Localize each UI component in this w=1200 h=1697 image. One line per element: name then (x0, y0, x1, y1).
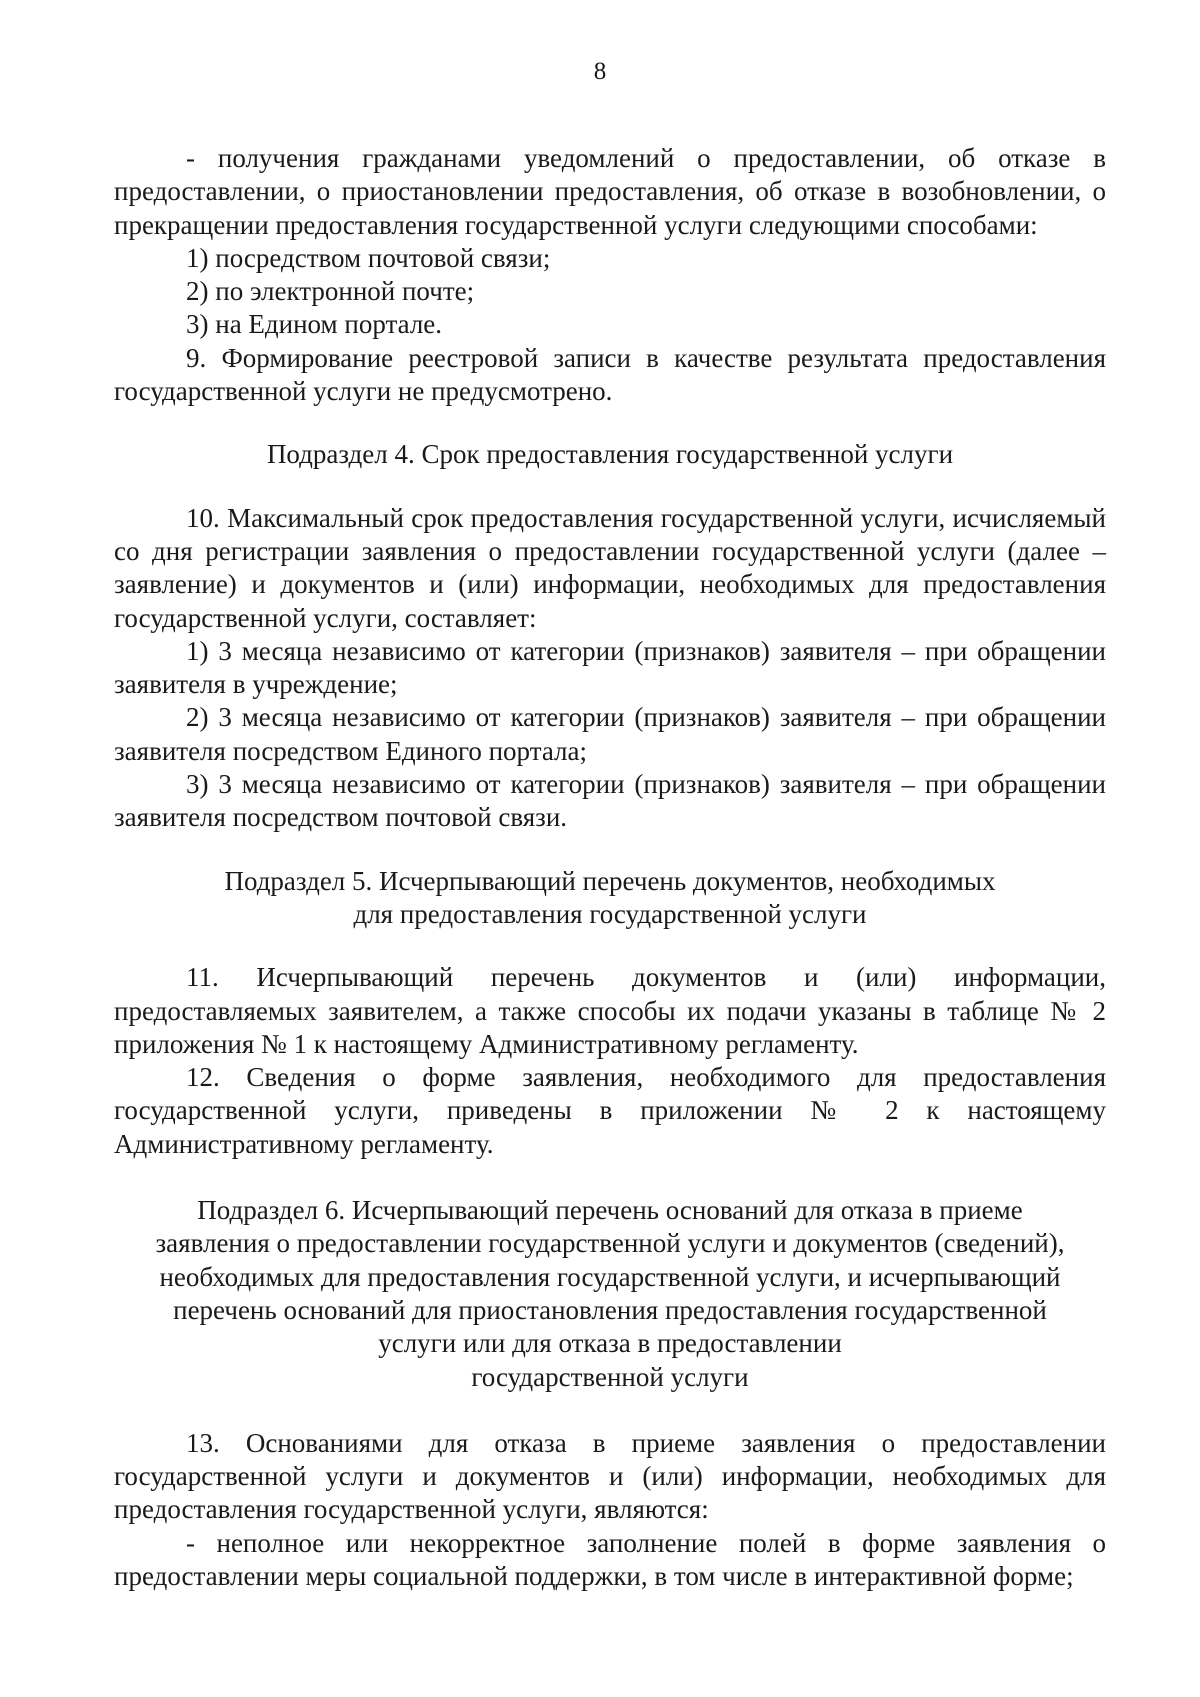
paragraph-13: 13. Основаниями для отказа в приеме заявления о предоставлении государственной услуги и документов и (или) информации, необходимых для предоставления государственной услуги, являются: (114, 1427, 1106, 1525)
subsection-4-heading: Подраздел 4. Срок предоставления государственной услуги (266, 439, 954, 470)
subsection-6-heading-line-6: государственной услуги (471, 1361, 749, 1392)
paragraph-notification-methods: - получения гражданами уведомлений о предоставлении, об отказе в предоставлении, о приостановлении предоставления, об отказе в возобновлении, о прекращении предоставления государственной услуги следующими способами: (114, 143, 1106, 240)
subsection-6-heading-line-3: необходимых для предоставления государственной услуги, и исчерпывающий (159, 1261, 1061, 1292)
document-body (114, 142, 1106, 1593)
list-item-email: 2) по электронной почте; (186, 276, 475, 307)
list-item-postal: 1) посредством почтовой связи; (186, 242, 551, 273)
subsection-6-heading-line-1: Подраздел 6. Исчерпывающий перечень оснований для отказа в приеме (197, 1195, 1023, 1226)
paragraph-12: 12. Сведения о форме заявления, необходимого для предоставления государственной услуги, приведены в приложении № 2 к настоящему Административному регламенту. (114, 1062, 1106, 1159)
subsection-5-heading-line-2: для предоставления государственной услуги (353, 898, 867, 929)
subsection-6-heading-line-2: заявления о предоставлении государственной услуги и документов (сведений), (155, 1228, 1065, 1259)
paragraph-10: 10. Максимальный срок предоставления государственной услуги, исчисляемый со дня регистрации заявления о предоставлении государственной услуги (далее – заявление) и документов и (или) информации, необходимых для предоставления государственной услуги, составляет: (114, 502, 1106, 633)
subsection-6-heading-line-5: услуги или для отказа в предоставлении (378, 1328, 842, 1359)
list-item-portal: 3) на Едином портале. (186, 309, 443, 340)
list-item-term-1: 1) 3 месяца независимо от категории (признаков) заявителя – при обращении заявителя в учреждение; (114, 635, 1106, 700)
paragraph-9: 9. Формирование реестровой записи в качестве результата предоставления государственной услуги не предусмотрено. (114, 342, 1106, 407)
list-item-incomplete-form: - неполное или некорректное заполнение полей в форме заявления о предоставлении меры социальной поддержки, в том числе в интерактивной форме; (114, 1527, 1106, 1591)
list-item-term-2: 2) 3 месяца независимо от категории (признаков) заявителя – при обращении заявителя посредством Единого портала; (114, 702, 1106, 766)
subsection-6-heading-line-4: перечень оснований для приостановления предоставления государственной (173, 1294, 1047, 1325)
list-item-term-3: 3) 3 месяца независимо от категории (признаков) заявителя – при обращении заявителя посредством почтовой связи. (114, 769, 1106, 833)
page-number: 8 (593, 58, 607, 85)
subsection-5-heading-line-1: Подраздел 5. Исчерпывающий перечень документов, необходимых (224, 865, 996, 896)
paragraph-11: 11. Исчерпывающий перечень документов и (или) информации, предоставляемых заявителем, а также способы их подачи указаны в таблице № 2 приложения № 1 к настоящему Административному регламенту. (114, 962, 1106, 1059)
